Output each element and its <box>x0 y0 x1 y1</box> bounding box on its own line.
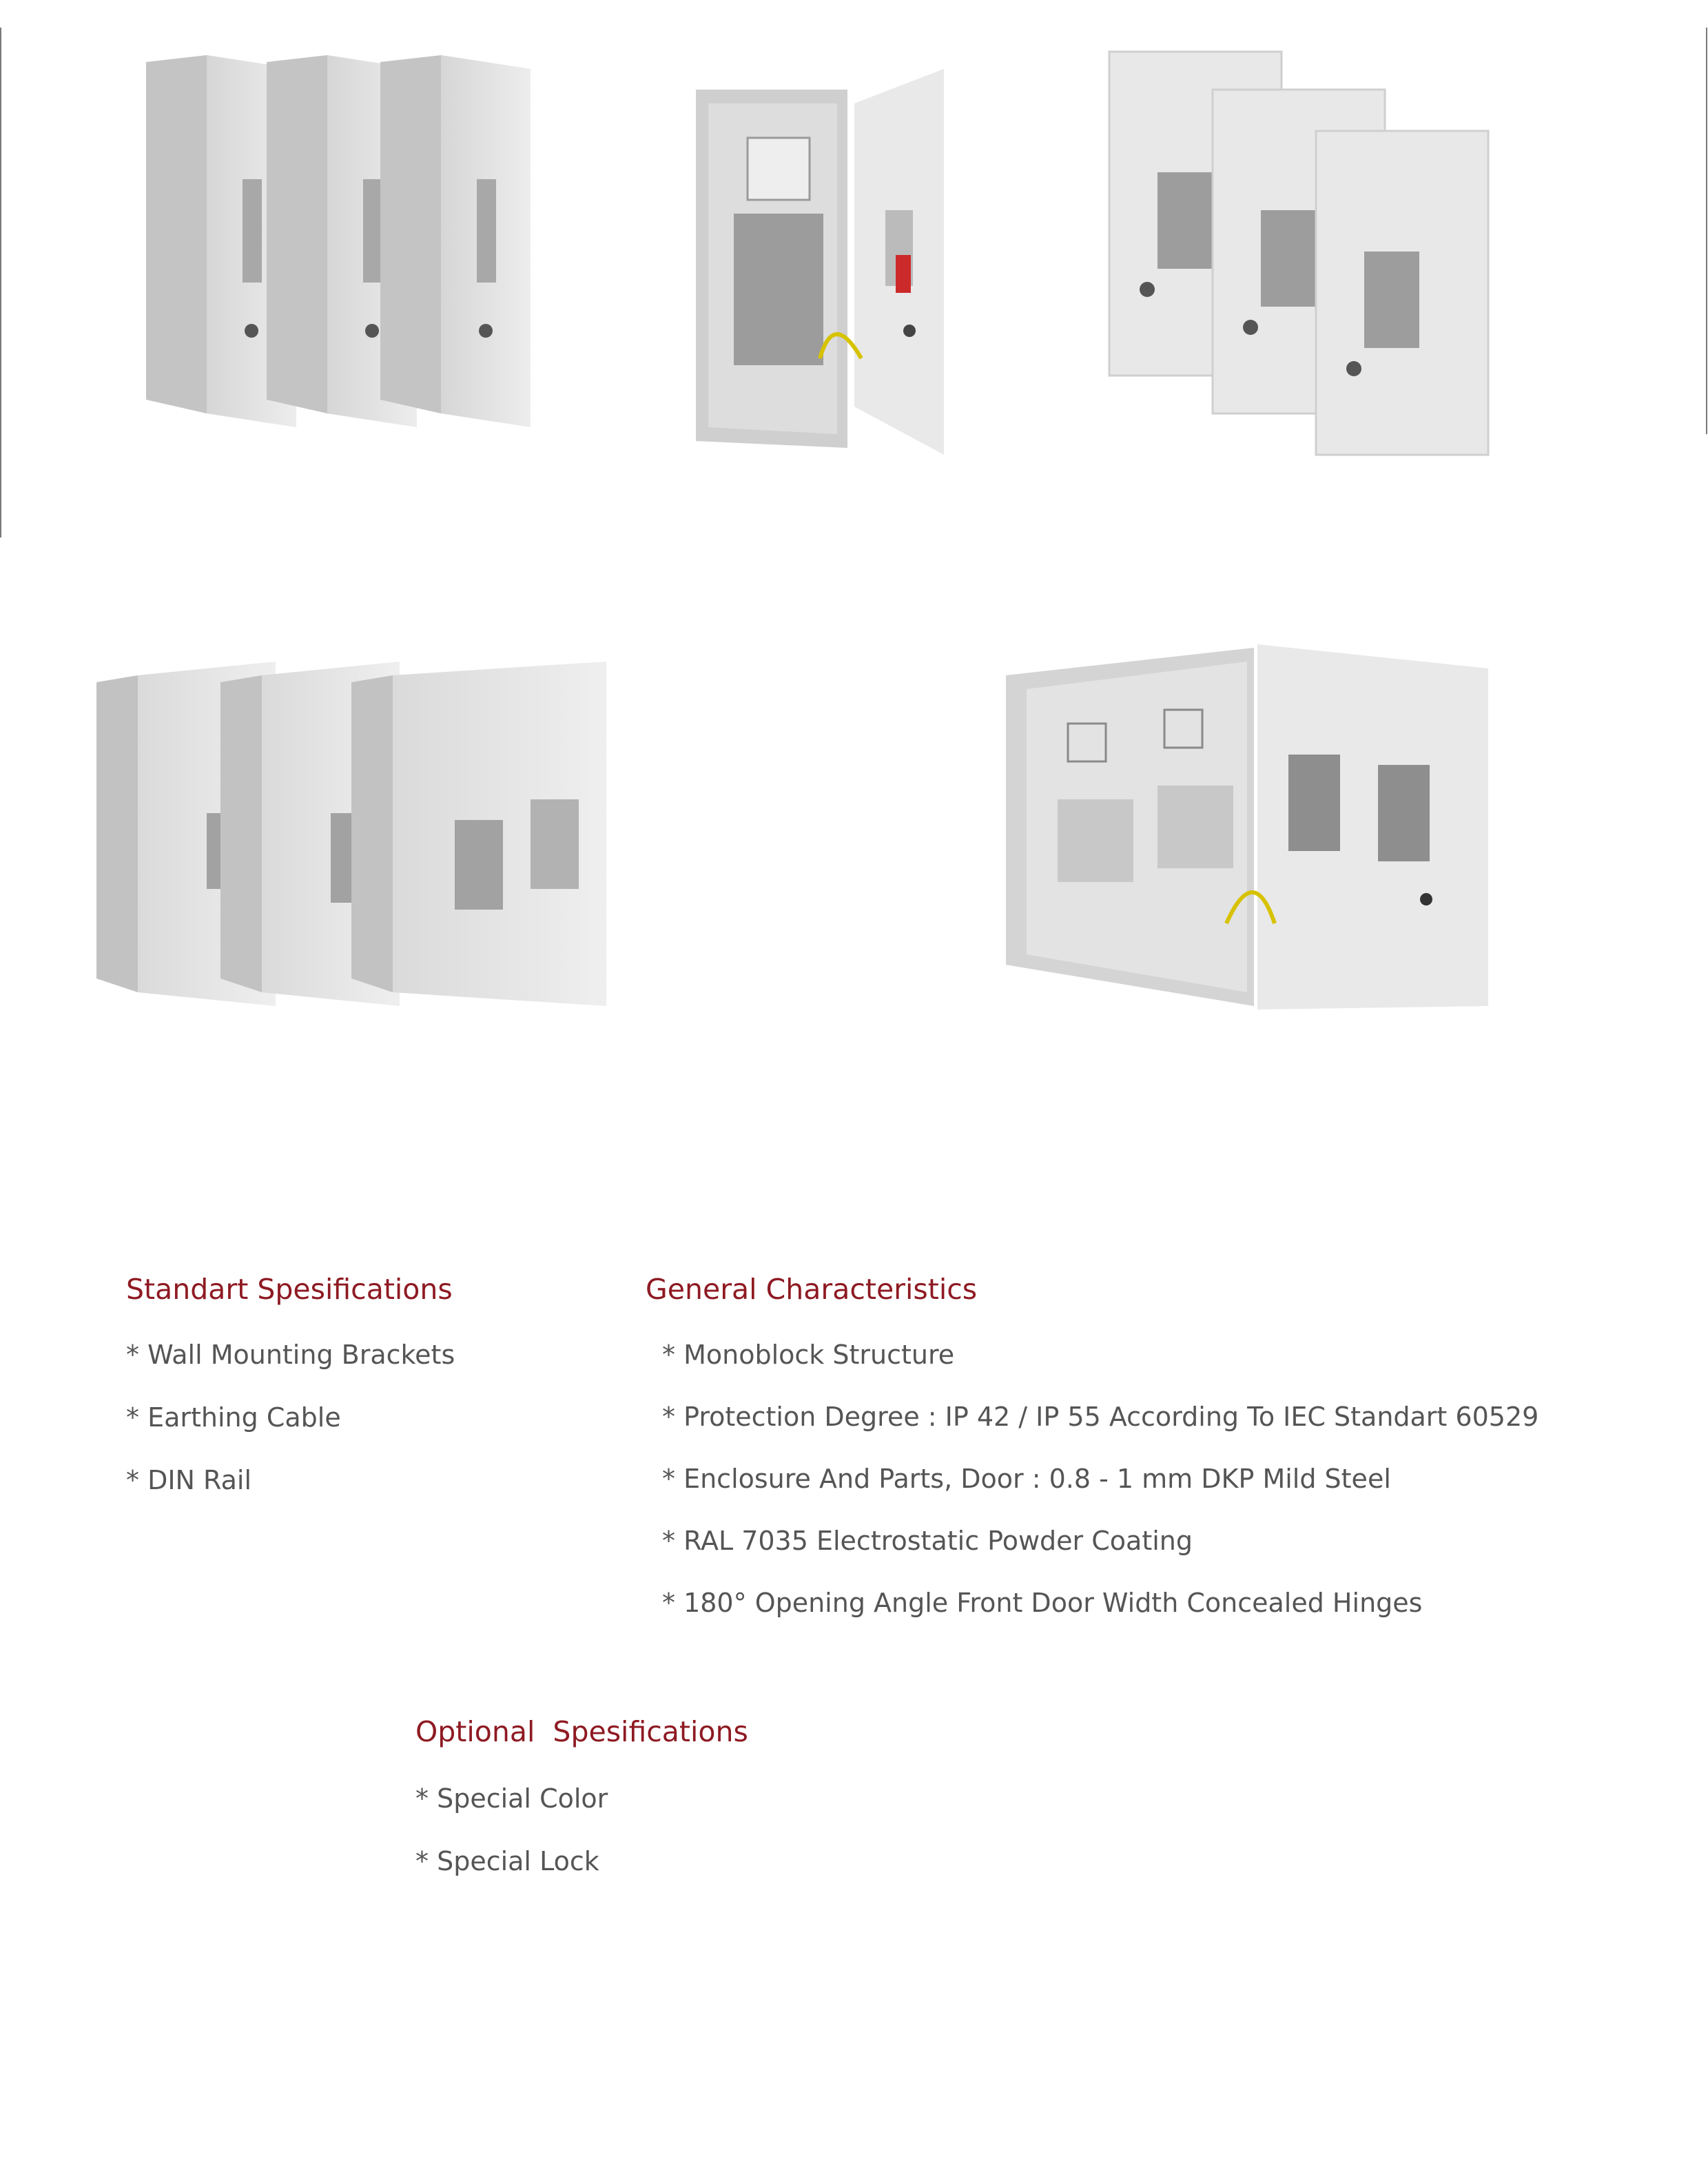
product-image-single-open-narrow <box>689 62 958 462</box>
left-edge-line <box>0 28 1 537</box>
standard-specs-title: Standart Spesifications <box>126 1273 453 1306</box>
product-image-open-wide-double <box>992 634 1516 1020</box>
product-image-triple-wide <box>83 634 620 1034</box>
optional-specs-list <box>415 1783 608 1908</box>
optional-specs-title: Optional Spesifications <box>415 1715 748 1748</box>
list-item: * Special Color <box>415 1783 608 1814</box>
product-image-triple-narrow-front <box>1102 48 1523 462</box>
list-item: * Special Lock <box>415 1846 599 1876</box>
general-characteristics-list <box>662 1339 1539 1649</box>
list-item: * DIN Rail <box>126 1465 252 1495</box>
list-item: * Monoblock Structure <box>662 1340 955 1370</box>
list-item: * Wall Mounting Brackets <box>126 1340 455 1370</box>
list-item: * Earthing Cable <box>126 1402 341 1433</box>
right-edge-line <box>1706 28 1707 434</box>
general-characteristics-title: General Characteristics <box>646 1273 978 1306</box>
standard-specs-list <box>126 1339 455 1527</box>
list-item: * Protection Degree : IP 42 / IP 55 According To IEC Standart 60529 <box>662 1402 1539 1432</box>
list-item: * Enclosure And Parts, Door : 0.8 - 1 mm DKP Mild Steel <box>662 1464 1391 1494</box>
list-item: * 180° Opening Angle Front Door Width Concealed Hinges <box>662 1588 1423 1618</box>
product-image-triple-narrow-side <box>138 41 544 434</box>
list-item: * RAL 7035 Electrostatic Powder Coating <box>662 1526 1193 1556</box>
